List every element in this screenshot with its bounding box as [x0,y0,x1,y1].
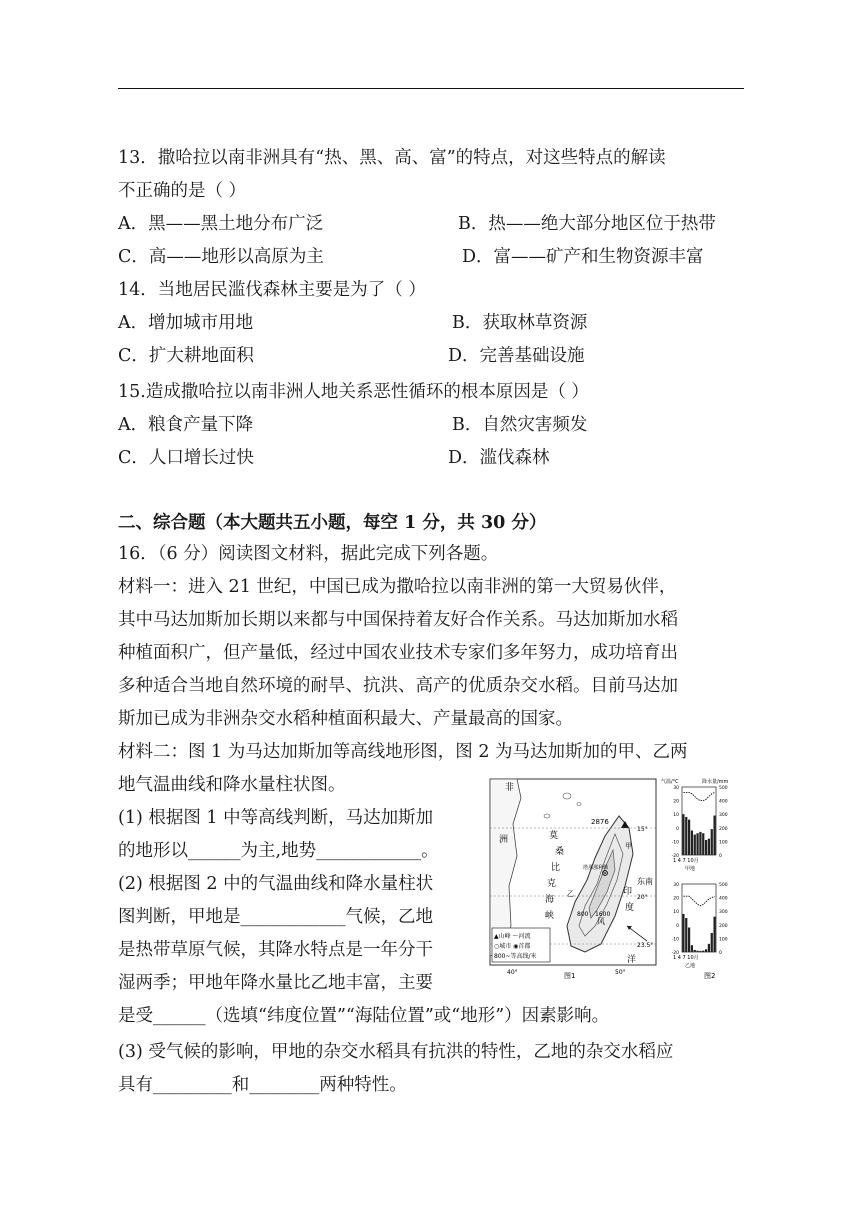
jia-precip-tick: 500 [719,786,728,791]
label-peak: 2876 [591,818,609,826]
material1-line1: 材料一：进入 21 世纪，中国已成为撒哈拉以南非洲的第一大贸易伙伴， [118,577,677,597]
jia-precip-bar [694,835,696,855]
jia-precip-tick: 400 [719,799,728,805]
q13-option-a: A．黑——黑土地分布广泛 [118,214,324,234]
part2-text-d: （选填“纬度位置”“海陆位置”或“地形”）因素影响。 [205,1006,610,1026]
label-channel-6: 峡 [545,911,555,921]
jia-precip-bar [705,840,707,855]
header-rule [118,88,744,89]
jia-precip-bar [691,831,693,855]
label-ocean-3: 洋 [627,955,637,965]
material1-line3: 种植面积广，但产量低，经过中国农业技术专家们多年努力，成功培育出 [118,643,678,663]
label-800: 800 [577,911,589,918]
q14-option-b: B．获取林草资源 [452,313,588,333]
jia-precip-tick: 300 [719,813,728,819]
part3-line1: (3) 受气候的影响，甲地的杂交水稻具有抗洪的特性，乙地的杂交水稻应 [118,1042,674,1062]
q15-stem: 15.造成撒哈拉以南非洲人地关系恶性循环的根本原因是（ ） [118,382,589,402]
yi-precip-tick: 300 [719,910,728,916]
yi-temp-tick: 30 [673,883,679,888]
q13-stem-line2: 不正确的是（ ） [118,181,247,201]
yi-precip-bar [682,914,684,952]
jia-precip-bar [685,817,687,855]
section2-heading: 二、综合题（本大题共五小题，每空 1 分，共 30 分） [118,513,547,533]
figure1-caption: 图1 [564,972,576,980]
jia-precip-bar [696,833,698,855]
label-lat235: 23.5° [637,942,654,949]
label-lon40: 40° [507,969,518,976]
material1-line5: 斯加已成为非洲杂交水稻种植面积最大、产量最高的国家。 [118,709,573,729]
yi-precip-bar [696,951,698,952]
q14-option-c: C．扩大耕地面积 [118,346,254,366]
figures-svg [487,776,745,981]
part2-text-c: 是受 [118,1006,153,1026]
q14-option-d: D．完善基础设施 [448,346,585,366]
q15-option-d: D．滥伐森林 [448,448,550,468]
label-1600: 1600 [595,911,611,918]
material1-line4: 多种适合当地自然环境的耐旱、抗洪、高产的优质杂交水稻。目前马达加 [118,676,678,696]
yi-precip-bar [708,944,710,952]
label-lat20: 20° [637,894,648,901]
jia-temp-tick: -20 [671,854,679,859]
part1-line2 [118,841,439,861]
legend-line3: 800~等高线/米 [494,953,537,960]
part3-text-c: 两种特性。 [319,1075,407,1095]
jia-precip-tick: 100 [719,840,728,846]
label-jia: 甲 [625,842,632,850]
part1-text-c: 。 [421,841,439,861]
yi-precip-bar [702,951,704,952]
part2-line3: 是热带草原气候，其降水特点是一年分干 [118,940,433,960]
months-label-jia: 1 4 7 10月 [673,858,699,864]
part2-line5 [118,1006,609,1026]
label-africa2: 洲 [499,835,509,845]
part3-blank-1[interactable]: _________ [153,1075,232,1095]
yi-precip-tick: 0 [719,951,722,956]
yi-temp-tick: 0 [676,923,679,929]
figures [487,776,745,981]
capital-dot [604,872,606,874]
label-channel-2: 桑 [555,847,565,857]
label-lon50: 50° [615,969,626,976]
part2-blank-1[interactable]: ____________ [240,907,346,927]
label-channel-3: 比 [551,863,561,873]
q13-option-b: B．热——绝大部分地区位于热带 [458,214,716,234]
label-wind2: 东南 [637,877,653,886]
yi-precip-bar [711,933,713,952]
jia-temp-tick: 0 [676,826,679,832]
part2-line4: 湿两季；甲地年降水量比乙地丰富，主要 [118,973,433,993]
yi-precip-tick: 100 [719,937,728,943]
label-channel-4: 克 [547,879,557,889]
jia-temp-tick: -10 [671,840,679,846]
jia-precip-bar [682,814,684,855]
part3-text-a: 具有 [118,1075,153,1095]
q14-option-a: A．增加城市用地 [118,313,254,333]
q13-option-d: D．富——矿产和生物资源丰富 [462,247,704,267]
yi-precip-tick: 500 [719,883,728,888]
figure2-climographs [661,778,729,980]
figure2-caption: 图2 [704,972,716,980]
material2-line1: 材料二：图 1 为马达加斯加等高线地形图，图 2 为马达加斯加的甲、乙两 [118,742,688,762]
label-africa: 非 [505,783,515,793]
yi-temp-tick: 10 [673,910,679,916]
label-yi: 乙 [567,890,574,898]
part2-text-a: 图判断，甲地是 [118,907,241,927]
temp-axis-label: 气温/°C [661,779,679,785]
q13-option-c: C．高——地形以高原为主 [118,247,324,267]
part3-line2 [118,1075,407,1095]
part3-text-b: 和 [231,1075,250,1095]
jia-precip-bar [708,839,710,855]
yi-precip-bar [688,928,690,952]
yi-precip-bar [713,917,715,952]
jia-precip-bar [711,829,713,855]
label-lat15: 15° [637,826,648,833]
material2-line2: 地气温曲线和降水量柱状图。 [118,775,346,795]
yi-precip-tick: 200 [719,923,728,929]
yi-precip-bar [691,945,693,952]
label-capital: 塔那那利佛 [583,865,609,871]
jia-caption: 甲地 [685,866,696,872]
jia-precip-bar [688,820,690,855]
material1-line2: 其中马达加斯加长期以来都与中国保持着友好合作关系。马达加斯加水稻 [118,610,678,630]
part3-blank-2[interactable]: ________ [249,1075,320,1095]
yi-precip-bar [694,950,696,952]
precip-axis-label: 降水量/mm [702,779,729,785]
part1-blank-1[interactable]: ______ [188,841,241,861]
jia-precip-tick: 0 [719,854,722,859]
legend-line2: ○城市 ◉首都 [494,943,531,950]
label-channel-1: 莫 [549,831,559,841]
part1-blank-2[interactable]: ____________ [316,841,422,861]
label-channel-5: 海 [545,895,555,905]
part1-text-a: 的地形以 [118,841,188,861]
yi-precip-tick: 400 [719,896,728,902]
jia-temp-tick: 10 [673,813,679,819]
jia-temp-tick: 30 [673,786,679,791]
part1-text-b: 为主,地势 [240,841,317,861]
part2-line2 [118,907,433,927]
yi-precip-bar [685,918,687,952]
q15-option-c: C．人口增长过快 [118,448,254,468]
part1-line1: (1) 根据图 1 中等高线判断，马达加斯加 [118,808,434,828]
jia-temp-tick: 20 [673,799,679,805]
legend-line1: ▲山峰 ～河流 [494,933,531,940]
jia-precip-bar [699,832,701,855]
q15-option-b: B．自然灾害频发 [452,415,588,435]
months-label-yi: 1 4 7 10月 [673,955,699,961]
figure1-map [490,779,656,980]
q16-intro: 16．（6 分）阅读图文材料，据此完成下列各题。 [118,544,499,564]
label-ocean-2: 度 [625,903,635,913]
part2-text-b: 气候，乙地 [345,907,433,927]
yi-precip-bar [705,949,707,952]
part2-line1: (2) 根据图 2 中的气温曲线和降水量柱状 [118,874,434,894]
jia-precip-bar [702,833,704,855]
yi-temp-tick: -20 [671,951,679,956]
q14-stem: 14．当地居民滥伐森林主要是为了（ ） [118,280,426,300]
yi-caption: 乙地 [685,963,696,969]
yi-temp-tick: -10 [671,937,679,943]
q15-option-a: A．粮食产量下降 [118,415,254,435]
label-wind: 风 [597,917,605,926]
yi-temp-tick: 20 [673,896,679,902]
label-ocean-1: 印 [623,887,633,897]
jia-precip-tick: 200 [719,826,728,832]
yi-precip-bar [699,951,701,952]
part2-blank-2[interactable]: ______ [153,1006,206,1026]
q13-stem-line1: 13．撒哈拉以南非洲具有“热、黑、高、富”的特点，对这些特点的解读 [118,148,666,168]
jia-precip-bar [713,816,715,855]
